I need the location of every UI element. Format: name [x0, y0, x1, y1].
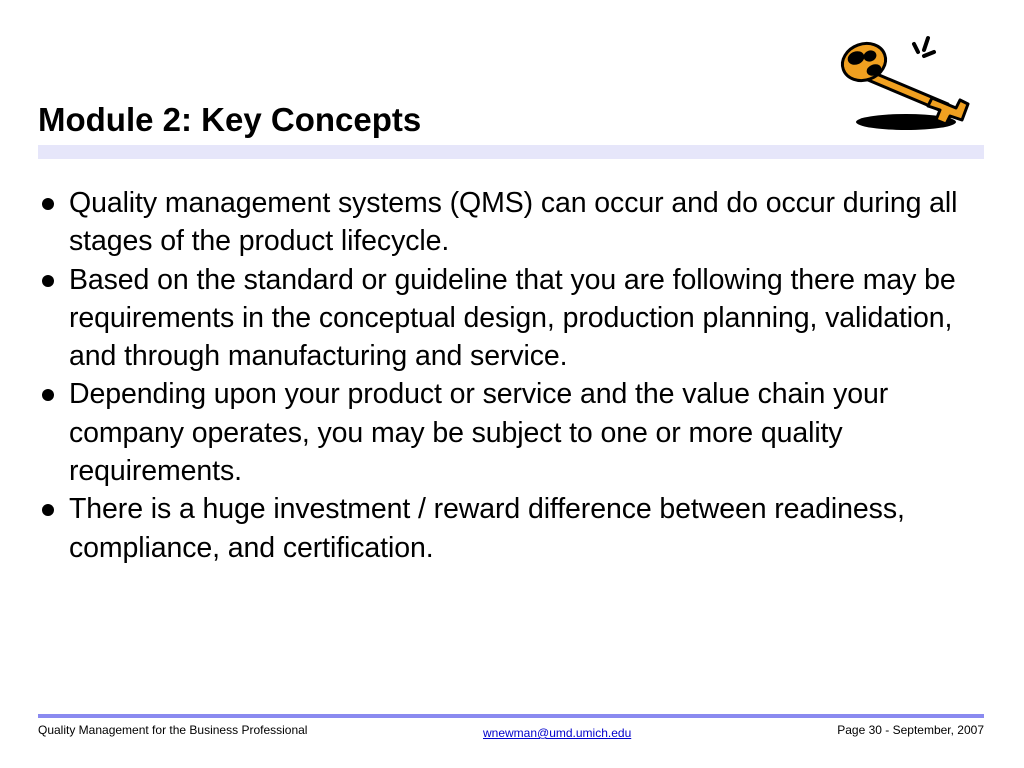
footer-email-link[interactable]: wnewman@umd.umich.edu [483, 726, 632, 740]
bullet-item [38, 184, 988, 261]
bullet-list [38, 184, 988, 567]
bullet-text: Based on the standard or guideline that you are following there may be requirements in the conceptual design, production planning, validation, and through manufacturing and service. [69, 263, 956, 373]
footer-divider [38, 714, 984, 718]
bullet-item [38, 490, 988, 567]
footer-course-title: Quality Management for the Business Professional [38, 723, 308, 737]
bullet-item [38, 375, 988, 490]
footer-page-info: Page 30 - September, 2007 [837, 723, 984, 737]
key-icon [836, 28, 986, 138]
bullet-marker [38, 184, 58, 222]
bullet-item [38, 261, 988, 376]
bullet-marker [38, 375, 58, 413]
bullet-text: There is a huge investment / reward difference between readiness, compliance, and certification. [69, 493, 905, 564]
sparkle-lines [914, 38, 934, 56]
bullet-marker [38, 261, 58, 299]
bullet-marker [38, 490, 58, 528]
bullet-text: Quality management systems (QMS) can occur and do occur during all stages of the product lifecycle. [69, 187, 958, 258]
bullet-text: Depending upon your product or service and the value chain your company operates, you may be subject to one or more quality requirements. [69, 378, 889, 488]
key-shape [837, 38, 968, 124]
title-underline [38, 145, 984, 159]
slide-title: Module 2: Key Concepts [38, 101, 422, 138]
